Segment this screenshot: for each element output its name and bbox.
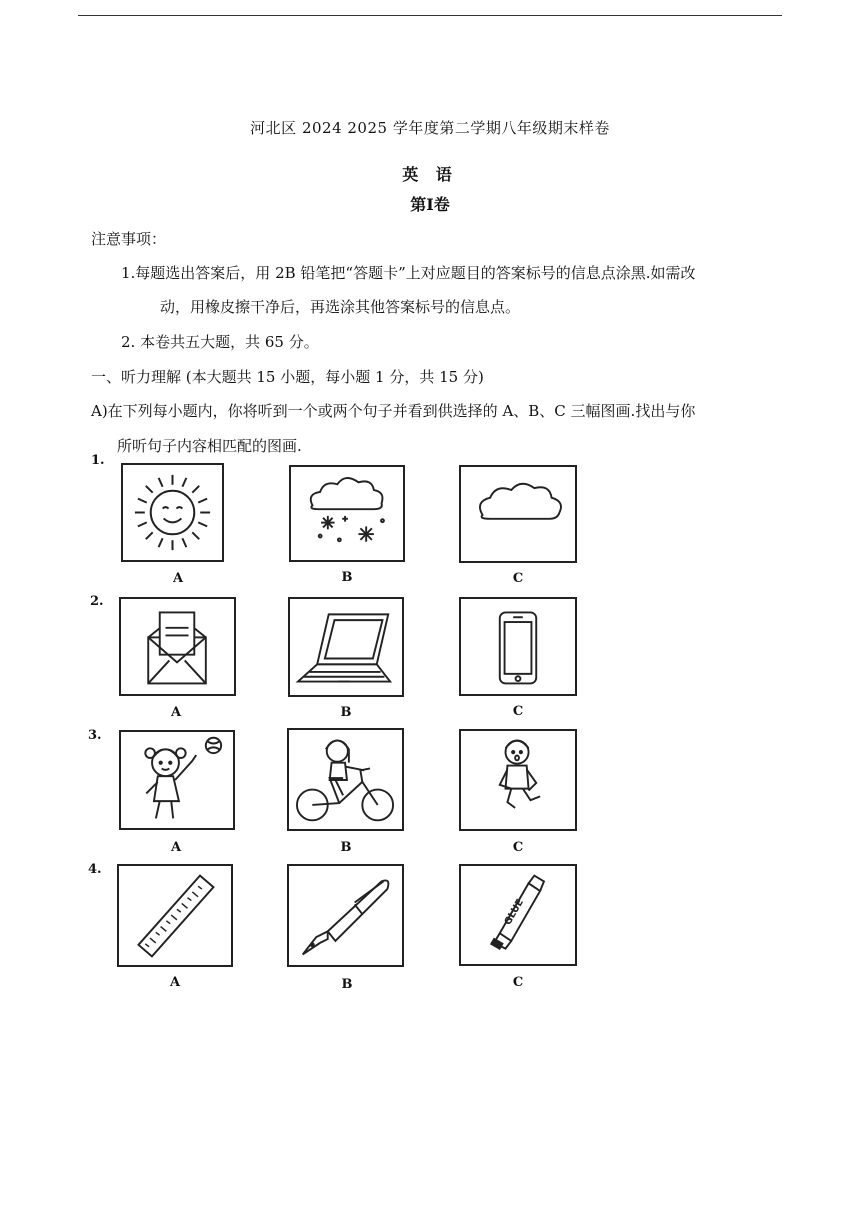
question-3-option-c-image[interactable] <box>459 729 577 831</box>
question-2-option-b-image[interactable] <box>288 597 404 697</box>
phone-icon <box>461 599 575 694</box>
ruler-icon <box>119 866 231 965</box>
girl-ball-icon <box>121 732 233 828</box>
question-4-option-a-label: A <box>169 975 181 990</box>
question-3-option-c-label: C <box>512 840 524 855</box>
section-1-heading: 一、听力理解 (本大题共 15 小题，每小题 1 分，共 15 分) <box>91 368 484 386</box>
question-1-option-a-label: A <box>172 571 184 586</box>
question-3-option-b-image[interactable] <box>287 728 404 831</box>
part-a-instruction-line-2: 所听句子内容相匹配的图画. <box>117 437 302 455</box>
pen-icon <box>289 866 402 965</box>
part-a-instruction-line-1: A)在下列每小题内，你将听到一个或两个句子并看到供选择的 A、B、C 三幅图画.找出与你 <box>91 402 696 420</box>
notice-heading: 注意事项： <box>91 230 167 248</box>
question-3-number: 3. <box>88 728 102 743</box>
question-4-option-a-image[interactable] <box>117 864 233 967</box>
glue-icon <box>461 866 575 964</box>
question-4-option-b-image[interactable] <box>287 864 404 967</box>
question-3-option-a-image[interactable] <box>119 730 235 830</box>
question-3-option-b-label: B <box>340 840 352 855</box>
question-4-option-c-image[interactable] <box>459 864 577 966</box>
question-2-option-a-label: A <box>170 705 182 720</box>
question-2-option-b-label: B <box>340 705 352 720</box>
question-4-option-b-label: B <box>341 977 353 992</box>
question-1-option-c-image[interactable] <box>459 465 577 563</box>
boy-running-icon <box>461 731 575 829</box>
notice-item-1-line-1: 1.每题选出答案后，用 2B 铅笔把“答题卡”上对应题目的答案标号的信息点涂黑.如需改 <box>121 264 696 282</box>
question-1-number: 1. <box>91 453 105 468</box>
exam-title: 河北区 2024 2025 学年度第二学期八年级期末样卷 <box>250 119 610 137</box>
question-2-number: 2. <box>90 594 104 609</box>
svg-text:GLUE: GLUE <box>502 897 526 928</box>
volume-title: 第Ⅰ卷 <box>410 195 450 214</box>
sun-icon <box>123 465 222 560</box>
laptop-icon <box>290 599 402 695</box>
question-1-option-c-label: C <box>512 571 524 586</box>
question-2-option-a-image[interactable] <box>119 597 236 696</box>
question-3-option-a-label: A <box>170 840 182 855</box>
subject-title: 英 语 <box>402 165 458 184</box>
question-4-option-c-label: C <box>512 975 524 990</box>
question-4-number: 4. <box>88 862 102 877</box>
question-1-option-a-image[interactable] <box>121 463 224 562</box>
cloud-icon <box>461 467 575 561</box>
question-1-option-b-label: B <box>341 570 353 585</box>
top-rule <box>78 15 782 16</box>
question-2-option-c-image[interactable] <box>459 597 577 696</box>
envelope-icon <box>121 599 234 694</box>
question-2-option-c-label: C <box>512 704 524 719</box>
notice-item-1-line-2: 动，用橡皮擦干净后，再选涂其他答案标号的信息点。 <box>160 298 521 316</box>
notice-item-2: 2. 本卷共五大题，共 65 分。 <box>121 333 319 351</box>
question-1-option-b-image[interactable] <box>289 465 405 562</box>
girl-bicycle-icon <box>289 730 402 829</box>
snow-cloud-icon <box>291 467 403 560</box>
